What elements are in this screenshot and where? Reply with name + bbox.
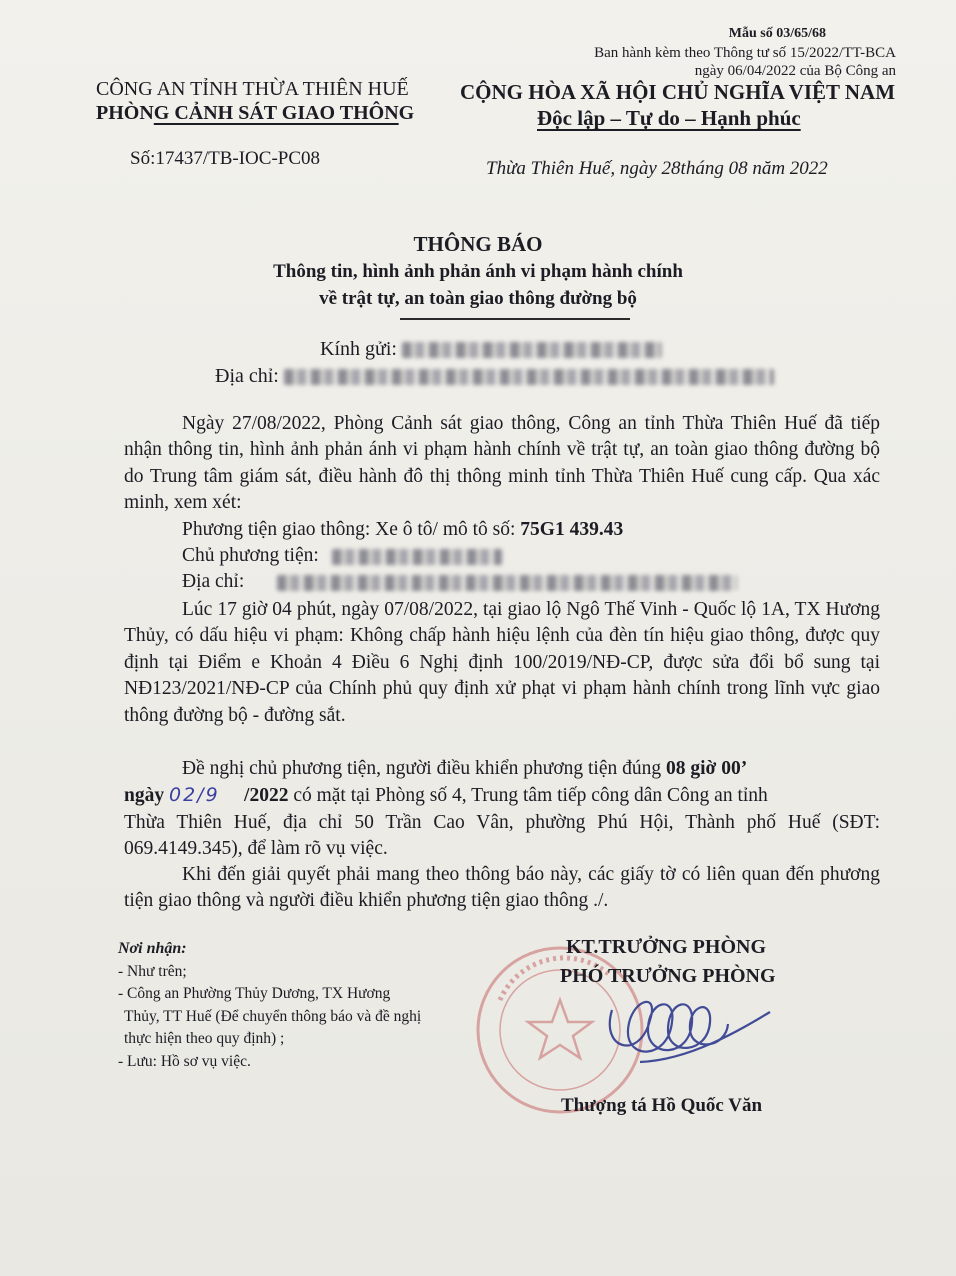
owner-label: Chủ phương tiện: bbox=[182, 545, 319, 566]
vehicle-line: Phương tiện giao thông: Xe ô tô/ mô tô số: 75G1 439.43 bbox=[182, 519, 624, 540]
national-title: CỘNG HÒA XÃ HỘI CHỦ NGHĨA VIỆT NAM bbox=[460, 80, 896, 104]
recipient-address-label: Địa chỉ: bbox=[215, 365, 279, 387]
paragraph-intake: Ngày 27/08/2022, Phòng Cảnh sát giao thông, Công an tỉnh Thừa Thiên Huế đã tiếp nhận thông tin, hình ảnh phản ánh vi phạm hành chính về trật tự, an toàn giao thông đường bộ do Trung tâm giám sát, điều hành đô thị thông minh tỉnh Thừa Thiên Huế cung cấp. Qua xác minh, xem xét: bbox=[124, 413, 880, 514]
agency-name: PHÒNG CẢNH SÁT GIAO THÔNG bbox=[96, 102, 415, 124]
form-issuance-note-line1: Ban hành kèm theo Thông tư số 15/2022/TT-BCA bbox=[594, 45, 896, 61]
signature-title-line1: KT.TRƯỞNG PHÒNG bbox=[566, 936, 766, 958]
national-motto: Độc lập – Tự do – Hạnh phúc bbox=[537, 106, 801, 130]
paragraph-documents: Khi đến giải quyết phải mang theo thông báo này, các giấy tờ có liên quan đến phương tiện giao thông và người điều khiển phương tiện giao thông ./. bbox=[124, 864, 880, 912]
recipient-label: Kính gửi: bbox=[320, 338, 397, 360]
recipient-item: - Lưu: Hồ sơ vụ việc. bbox=[118, 1052, 251, 1070]
paragraph-violation: Lúc 17 giờ 04 phút, ngày 07/08/2022, tại giao lộ Ngô Thế Vinh - Quốc lộ 1A, TX Hương Thủy, có dấu hiệu vi phạm: Không chấp hành hiệu lệnh của đèn tín hiệu giao thông, được quy định tại Điểm e Khoản 4 Điều 6 Nghị định 100/2019/NĐ-CP, được sửa đổi bổ sung tại NĐ123/2021/NĐ-CP của Chính phủ quy định xử phạt vi phạm hành chính trong lĩnh vực giao thông đường bộ - đường sắt. bbox=[124, 599, 880, 726]
recipient-item: - Như trên; bbox=[118, 962, 187, 980]
handwritten-appointment-date: 02/9 bbox=[168, 784, 220, 806]
recipient-item: thực hiện theo quy định) ; bbox=[124, 1030, 285, 1047]
paragraph-summons-line2: ngày 02/9 /2022 có mặt tại Phòng số 4, Trung tâm tiếp công dân Công an tỉnh bbox=[124, 784, 768, 806]
place-and-date: Thừa Thiên Huế, ngày 28tháng 08 năm 2022 bbox=[486, 158, 828, 179]
handwritten-signature bbox=[610, 1002, 770, 1062]
document-subtitle-line2: về trật tự, an toàn giao thông đường bộ bbox=[319, 288, 637, 309]
recipient-item: - Công an Phường Thủy Dương, TX Hương bbox=[118, 985, 391, 1002]
signer-name: Thượng tá Hồ Quốc Văn bbox=[561, 1095, 763, 1116]
form-issuance-note-line2: ngày 06/04/2022 của Bộ Công an bbox=[694, 63, 896, 79]
signature-title-line2: PHÓ TRƯỞNG PHÒNG bbox=[560, 965, 776, 987]
document-title: THÔNG BÁO bbox=[413, 232, 543, 256]
paragraph-summons-rest: Thừa Thiên Huế, địa chỉ 50 Trần Cao Vân, phường Phú Hội, Thành phố Huế (SĐT: 069.4149.345), để làm rõ vụ việc. bbox=[124, 812, 880, 860]
paragraph-summons-line1: Đề nghị chủ phương tiện, người điều khiển phương tiện đúng 08 giờ 00’ bbox=[182, 758, 748, 779]
recipients-heading: Nơi nhận: bbox=[118, 940, 187, 957]
agency-parent: CÔNG AN TỈNH THỪA THIÊN HUẾ bbox=[96, 78, 409, 100]
license-plate: 75G1 439.43 bbox=[520, 519, 624, 540]
recipient-item: Thủy, TT Huế (Để chuyển thông báo và đề nghị bbox=[124, 1007, 422, 1025]
document-subtitle-line1: Thông tin, hình ảnh phản ánh vi phạm hành chính bbox=[273, 261, 683, 282]
document-number: Số:17437/TB-IOC-PC08 bbox=[130, 148, 321, 169]
form-code: Mẫu số 03/65/68 bbox=[728, 26, 826, 41]
owner-address-label: Địa chỉ: bbox=[182, 571, 245, 592]
